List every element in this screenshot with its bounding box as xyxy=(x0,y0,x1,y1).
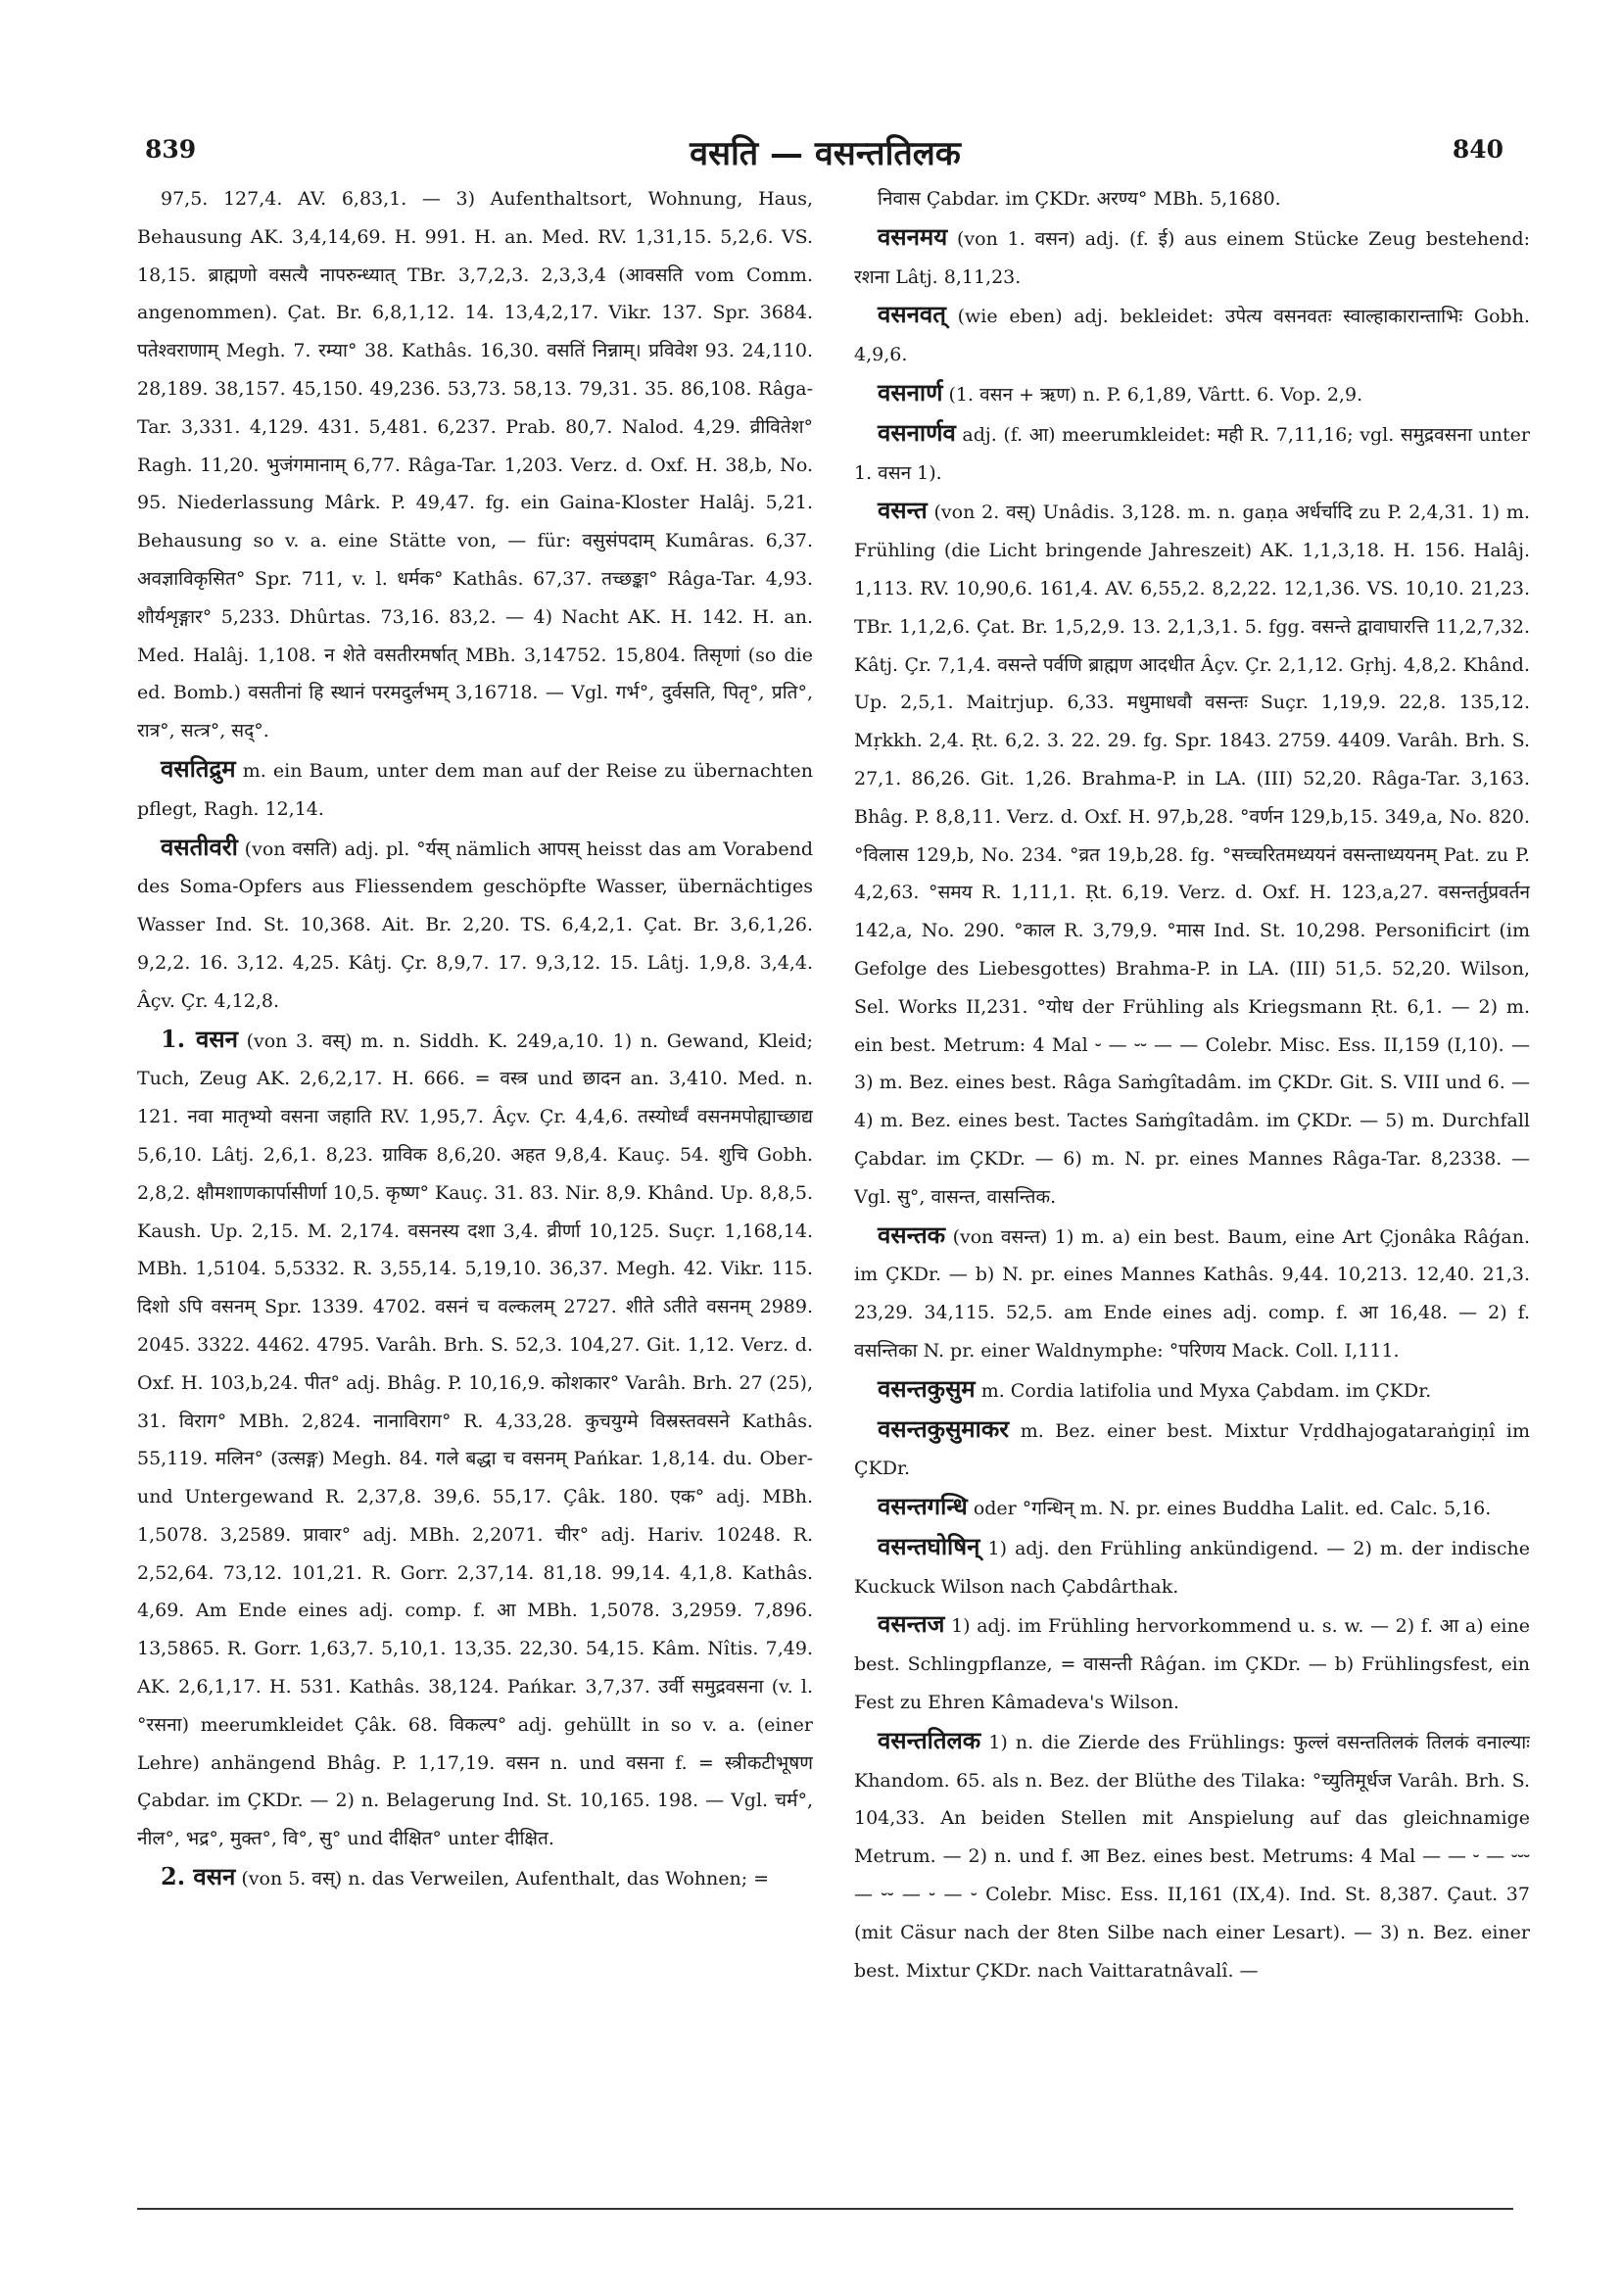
page-header xyxy=(137,125,1513,176)
entry-headword: वसन्तक xyxy=(878,1220,946,1249)
entry-headword: वसन्तकुसुम xyxy=(878,1373,976,1403)
entry xyxy=(854,492,1530,1216)
entry-headword: वसनार्ण xyxy=(878,377,943,407)
entry-text: 97,5. 127,4. AV. 6,83,1. — 3) Aufenthaltsort, Wohnung, Haus, Behausung AK. 3,4,14,69. H. 991. H. an. Med. RV. 1,31,15. 5,2,6. VS. 18,15. ब्राह्मणो वसत्यै नापरुन्ध्यात् TBr. 3,7,2,3. 2,3,3,4 (आवसति vom Comm. angenommen). Çat. Br. 6,8,1,12. 14. 13,4,2,17. Vikr. 137. Spr. 3684. पतेश्वराणाम् Megh. 7. रम्या° 38. Kathâs. 16,30. वसतिं निन्नाम्। प्रविवेश 93. 24,110. 28,189. 38,157. 45,150. 49,236. 53,73. 58,13. 79,31. 35. 86,108. Râga-Tar. 3,331. 4,129. 431. 5,481. 6,237. Prab. 80,7. Nalod. 4,29. व्रीवितेश° Ragh. 11,20. भुजंगमानाम् 6,77. Râga-Tar. 1,203. Verz. d. Oxf. H. 38,b, No. 95. Niederlassung Mârk. P. 49,47. fg. ein Gaina-Kloster Halâj. 5,21. Behausung so v. a. eine Stätte von, — für: वसुसंपदाम् Kumâras. 6,37. अवज्ञाविकृसित° Spr. 711, v. l. धर्मक° Kathâs. 67,37. तच्छङ्का° Râga-Tar. 4,93. शौर्यशृङ्गार° 5,233. Dhûrtas. 73,16. 83,2. — 4) Nacht AK. H. 142. H. an. Med. Halâj. 1,108. न शेते वसतीरमर्षात् MBh. 3,14752. 15,804. तिसृणां (so die ed. Bomb.) वसतीनां हि स्थानं परमदुर्लभम् 3,16718. — Vgl. गर्भ°, दुर्वसति, पितृ°, प्रति°, रात्र°, सत्त्र°, सद्°. xyxy=(137,188,813,742)
entry-text: adj. (f. आ) meerumkleidet: मही R. 7,11,16; vgl. समुद्रवसना unter 1. वसन 1). xyxy=(854,423,1530,484)
entry xyxy=(854,296,1530,374)
entry-headword: वसतीवरी xyxy=(161,832,238,861)
entry-text: 1) adj. den Frühling ankündigend. — 2) m. der indische Kuckuck Wilson nach Çabdârthak. xyxy=(854,1537,1530,1598)
entry-headword: वसनवत् xyxy=(878,300,946,329)
left-column xyxy=(137,178,813,2176)
entry-text: (von 3. वस्) m. n. Siddh. K. 249,a,10. 1) n. Gewand, Kleid; Tuch, Zeug AK. 2,6,2,17. H. 666. = वस्त्र und छादन an. 3,410. Med. n. 121. नवा मातृभ्यो वसना जहाति RV. 1,95,7. Âçv. Çr. 4,4,6. तस्योर्ध्वं वसनमपोह्याच्छाद्य 5,6,10. Lâtj. 2,6,1. 8,23. ग्राविक 8,6,20. अहत 9,8,4. Kauç. 54. शुचि Gobh. 2,8,2. क्षौमशाणकार्पासीर्णा 10,5. कृष्ण° Kauç. 31. 83. Nir. 8,9. Khând. Up. 8,8,5. Kaush. Up. 2,15. M. 2,174. वसनस्य दशा 3,4. व्रीर्णा 10,125. Suçr. 1,168,14. MBh. 1,5104. 5,5332. R. 3,55,14. 5,19,10. 36,37. Megh. 42. Vikr. 115. दिशो ऽपि वसनम् Spr. 1339. 4702. वसनं च वल्कलम् 2727. शीते ऽतीते वसनम् 2989. 2045. 3322. 4462. 4795. Varâh. Brh. S. 52,3. 104,27. Git. 1,12. Verz. d. Oxf. H. 103,b,24. पीत° adj. Bhâg. P. 10,16,9. कोशकार° Varâh. Brh. 27 (25), 31. विराग° MBh. 2,824. नानाविराग° R. 4,33,28. कुचयुग्मे विस्रस्तवसने Kathâs. 55,119. मलिन° (उत्सङ्ग) Megh. 84. गले बद्धा च वसनम् Pańkar. 1,8,14. du. Ober- und Untergewand R. 2,37,8. 39,6. 55,17. Çâk. 180. एक° adj. MBh. 1,5078. 3,2589. प्रावार° adj. MBh. 2,2071. चीर° adj. Hariv. 10248. R. 2,52,64. 73,12. 101,21. R. Gorr. 2,37,14. 81,18. 99,14. 4,1,8. Kathâs. 4,69. Am Ende eines adj. comp. f. आ MBh. 1,5078. 3,2959. 7,896. 13,5865. R. Gorr. 1,63,7. 5,10,1. 13,35. 22,30. 54,15. Kâm. Nîtis. 7,49. AK. 2,6,1,17. H. 531. Kathâs. 38,124. Pańkar. 3,7,37. उर्वी समुद्रवसना (v. l. °रसना) meerumkleidet Çâk. 68. विकल्प° adj. gehüllt in so v. a. (einer Lehre) anhängend Bhâg. P. 1,17,19. वसन n. und वसना f. = स्त्रीकटीभूषण Çabdar. im ÇKDr. — 2) n. Belagerung Ind. St. 10,165. 198. — Vgl. चर्म°, नील°, भद्र°, मुक्त°, वि°, सु° und दीक्षित° unter दीक्षित. xyxy=(137,1029,813,1850)
entry-text: m. Cordia latifolia und Myxa Çabdam. im ÇKDr. xyxy=(980,1379,1432,1402)
entry-text: (1. वसन + ऋण) n. P. 6,1,89, Vârtt. 6. Vop. 2,9. xyxy=(948,383,1363,406)
entry-text: 1) adj. im Frühling hervorkommend u. s. w. — 2) f. आ a) eine best. Schlingpflanze, = वासन्ती Râǵan. im ÇKDr. — b) Frühlingsfest, ein Fest zu Ehren Kâmadeva's Wilson. xyxy=(854,1615,1530,1714)
entry-text: (von 2. वस्) Unâdis. 3,128. m. n. gaṇa अर्धर्चादि zu P. 2,4,31. 1) m. Frühling (die Licht bringende Jahreszeit) AK. 1,1,3,18. H. 156. Halâj. 1,113. RV. 10,90,6. 161,4. AV. 6,55,2. 8,2,22. 12,1,36. VS. 10,10. 21,23. TBr. 1,1,2,6. Çat. Br. 1,5,2,9. 13. 2,1,3,1. 5. fgg. वसन्ते द्वावाघारत्ति 11,2,7,32. Kâtj. Çr. 7,1,4. वसन्ते पर्वणि ब्राह्मण आदधीत Âçv. Çr. 2,1,12. Gṛhj. 4,8,2. Khând. Up. 2,5,1. Maitrjup. 6,33. मधुमाधवौ वसन्तः Suçr. 1,19,9. 22,8. 135,12. Mṛkkh. 2,4. Ṛt. 6,2. 3. 22. 29. fg. Spr. 1843. 2759. 4409. Varâh. Brh. S. 27,1. 86,26. Git. 1,26. Brahma-P. in LA. (III) 52,20. Râga-Tar. 3,163. Bhâg. P. 8,8,11. Verz. d. Oxf. H. 97,b,28. °वर्णन 129,b,15. 349,a, No. 820. °विलास 129,b, No. 234. °व्रत 19,b,28. fg. °सच्चरितमध्ययनं वसन्ताध्ययनम् Pat. zu P. 4,2,63. °समय R. 1,11,1. Ṛt. 6,19. Verz. d. Oxf. H. 123,a,27. वसन्तर्तुप्रवर्तन 142,a, No. 290. °काल R. 3,79,9. °मास Ind. St. 10,298. Personificirt (im Gefolge des Liebesgottes) Brahma-P. in LA. (III) 51,5. 52,20. Wilson, Sel. Works II,231. °योध der Frühling als Kriegsmann Ṛt. 6,1. — 2) m. ein best. Metrum: 4 Mal ⏑ — ⏑⏑ — — Colebr. Misc. Ess. II,159 (I,10). — 3) m. Bez. eines best. Râga Saṁgîtadâm. im ÇKDr. Git. S. VIII und 6. — 4) m. Bez. eines best. Tactes Saṁgîtadâm. im ÇKDr. — 5) m. Durchfall Çabdar. im ÇKDr. — 6) m. N. pr. eines Mannes Râga-Tar. 8,2338. — Vgl. सु°, वासन्त, वासन्तिक. xyxy=(854,502,1530,1208)
entry xyxy=(854,178,1530,218)
entry xyxy=(854,414,1530,493)
entry xyxy=(854,1217,1530,1370)
entry-headword: वसन्तज xyxy=(878,1609,945,1639)
entry-headword: वसनार्णव xyxy=(878,417,956,447)
entry-headword: वसन्तगन्धि xyxy=(878,1492,968,1521)
entry-headword: वसन्तघोषिन् xyxy=(878,1531,980,1560)
entry-text: (von वसति) adj. pl. °र्यस् nämlich आपस् heisst das am Vorabend des Soma-Opfers aus Fliessendem geschöpfte Wasser, übernächtiges Wasser Ind. St. 10,368. Ait. Br. 2,20. TS. 6,4,2,1. Çat. Br. 3,6,1,26. 9,2,2. 16. 3,12. 4,25. Kâtj. Çr. 8,9,7. 17. 9,3,12. 15. Lâtj. 1,9,8. 3,4,4. Âçv. Çr. 4,12,8. xyxy=(137,837,813,1012)
entry-text: (von 5. वस्) n. das Verweilen, Aufenthalt, das Wohnen; = xyxy=(241,1868,770,1890)
entry xyxy=(137,1858,813,1898)
entry-text: oder °गन्धिन् m. N. pr. eines Buddha Lalit. ed. Calc. 5,16. xyxy=(973,1498,1492,1520)
running-head: वसति — वसन्ततिलक xyxy=(690,134,961,173)
bottom-rule xyxy=(137,2208,1513,2210)
entry-headword: वसन्त xyxy=(878,496,928,525)
entry xyxy=(854,218,1530,297)
entry xyxy=(854,1605,1530,1721)
entry-text: (von वसन्त) 1) m. a) ein best. Baum, eine Art Çjonâka Râǵan. im ÇKDr. — b) N. pr. eines Mannes Kathâs. 9,44. 10,213. 12,40. 21,3. 23,29. 34,115. 52,5. am Ende eines adj. comp. f. आ 16,48. — 2) f. वसन्तिका N. pr. einer Waldnymphe: °परिणय Mack. Coll. I,111. xyxy=(854,1225,1530,1362)
entry-headword: वसन्तकुसुमाकर xyxy=(878,1413,1010,1443)
entry xyxy=(137,1021,813,1859)
entry xyxy=(854,1528,1530,1606)
entry xyxy=(137,750,813,829)
entry-text: 1) n. die Zierde des Frühlings: फुल्लं वसन्ततिलकं तिलकं वनाल्याः Khandom. 65. als n. Bez. der Blüthe des Tilaka: °च्युतिमूर्धज Varâh. Brh. S. 104,33. An beiden Stellen mit Anspielung auf das gleichnamige Metrum. — 2) n. und f. आ Bez. eines best. Metrums: 4 Mal — — ⏑ — ⏑⏑⏑ — ⏑⏑ — ⏑ — ⏑ Colebr. Misc. Ess. II,161 (IX,4). Ind. St. 8,387. Çaut. 37 (mit Cäsur nach der 8ten Silbe nach einer Lesart). — 3) n. Bez. einer best. Mixtur ÇKDr. nach Vaittaratnâvalî. — xyxy=(854,1731,1530,1982)
entry xyxy=(854,1488,1530,1528)
entry-text: (wie eben) adj. bekleidet: उपेत्य वसनवतः स्वाल्हाकारान्ताभिः Gobh. 4,9,6. xyxy=(854,306,1530,366)
entry xyxy=(854,1411,1530,1489)
entry-headword: 1. वसन xyxy=(161,1024,238,1053)
entry-headword: वसन्ततिलक xyxy=(878,1725,981,1754)
entry xyxy=(137,829,813,1021)
page-number-left: 839 xyxy=(145,135,197,164)
entry-text: (von 1. वसन) adj. (f. ई) aus einem Stücke Zeug bestehend: रशना Lâtj. 8,11,23. xyxy=(854,227,1530,288)
entry-headword: 2. वसन xyxy=(161,1862,236,1891)
entry-headword: वसनमय xyxy=(878,221,948,251)
entry-headword: वसतिद्रुम xyxy=(161,753,236,783)
entry xyxy=(137,178,813,750)
entry-text: निवास Çabdar. im ÇKDr. अरण्य° MBh. 5,1680. xyxy=(878,188,1281,210)
entry-text: m. ein Baum, unter dem man auf der Reise zu übernachten pflegt, Ragh. 12,14. xyxy=(137,759,813,820)
entry xyxy=(854,374,1530,414)
entry-text: m. Bez. einer best. Mixtur Vṛddhajogataraṅgiṇî im ÇKDr. xyxy=(854,1419,1530,1480)
right-column xyxy=(854,178,1530,2176)
entry xyxy=(854,1722,1530,1990)
entry xyxy=(854,1370,1530,1411)
page-number-right: 840 xyxy=(1452,135,1503,164)
